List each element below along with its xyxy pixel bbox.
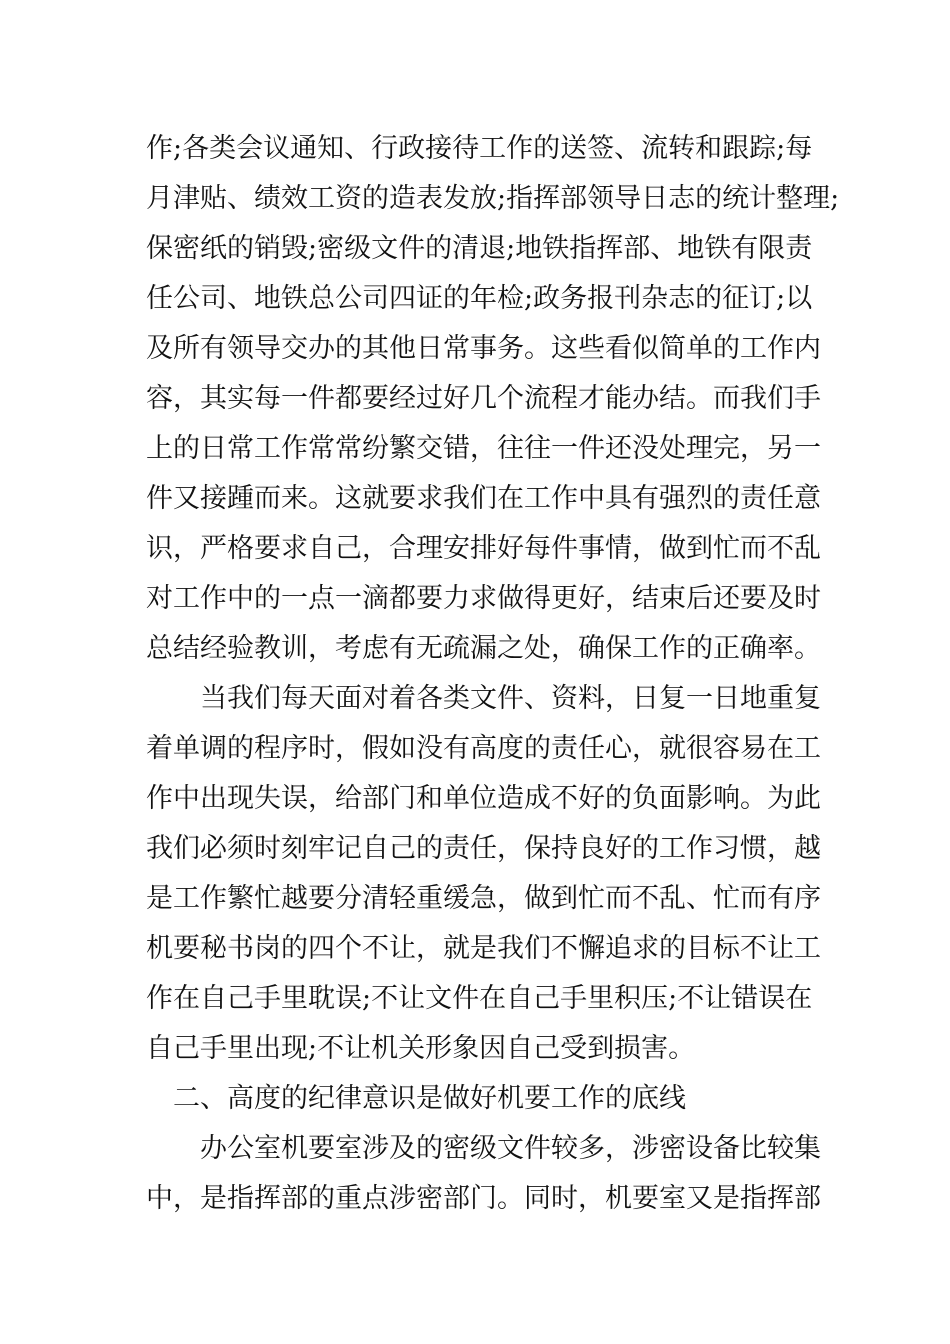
text-line: 上的日常工作常常纷繁交错，往往一件还没处理完，另一 <box>146 433 821 464</box>
text-line: 是工作繁忙越要分清轻重缓急，做到忙而不乱、忙而有序 <box>146 883 821 914</box>
text-line: 办公室机要室涉及的密级文件较多，涉密设备比较集 <box>146 1133 821 1164</box>
text-line: 自己手里出现;不让机关形象因自己受到损害。 <box>146 1033 696 1064</box>
text-line: 作中出现失误，给部门和单位造成不好的负面影响。为此 <box>146 783 821 814</box>
text-line: 保密纸的销毁;密级文件的清退;地铁指挥部、地铁有限责 <box>146 233 813 264</box>
text-line: 及所有领导交办的其他日常事务。这些看似简单的工作内 <box>146 333 821 364</box>
text-line: 中，是指挥部的重点涉密部门。同时，机要室又是指挥部 <box>146 1183 821 1214</box>
text-line: 机要秘书岗的四个不让，就是我们不懈追求的目标不让工 <box>146 933 821 964</box>
text-line: 容，其实每一件都要经过好几个流程才能办结。而我们手 <box>146 383 821 414</box>
text-line: 对工作中的一点一滴都要力求做得更好，结束后还要及时 <box>146 583 821 614</box>
text-line: 着单调的程序时，假如没有高度的责任心，就很容易在工 <box>146 733 821 764</box>
text-line: 作在自己手里耽误;不让文件在自己手里积压;不让错误在 <box>146 983 813 1014</box>
section-heading: 二、高度的纪律意识是做好机要工作的底线 <box>146 1083 686 1114</box>
text-line: 任公司、地铁总公司四证的年检;政务报刊杂志的征订;以 <box>146 283 813 314</box>
text-line: 作;各类会议通知、行政接待工作的送签、流转和跟踪;每 <box>146 133 813 164</box>
text-line: 总结经验教训，考虑有无疏漏之处，确保工作的正确率。 <box>146 633 821 664</box>
text-line: 当我们每天面对着各类文件、资料，日复一日地重复 <box>146 683 821 714</box>
text-line: 识，严格要求自己，合理安排好每件事情，做到忙而不乱 <box>146 533 821 564</box>
text-line: 我们必须时刻牢记自己的责任，保持良好的工作习惯，越 <box>146 833 821 864</box>
text-line: 月津贴、绩效工资的造表发放;指挥部领导日志的统计整理; <box>146 183 840 214</box>
text-line: 件又接踵而来。这就要求我们在工作中具有强烈的责任意 <box>146 483 821 514</box>
